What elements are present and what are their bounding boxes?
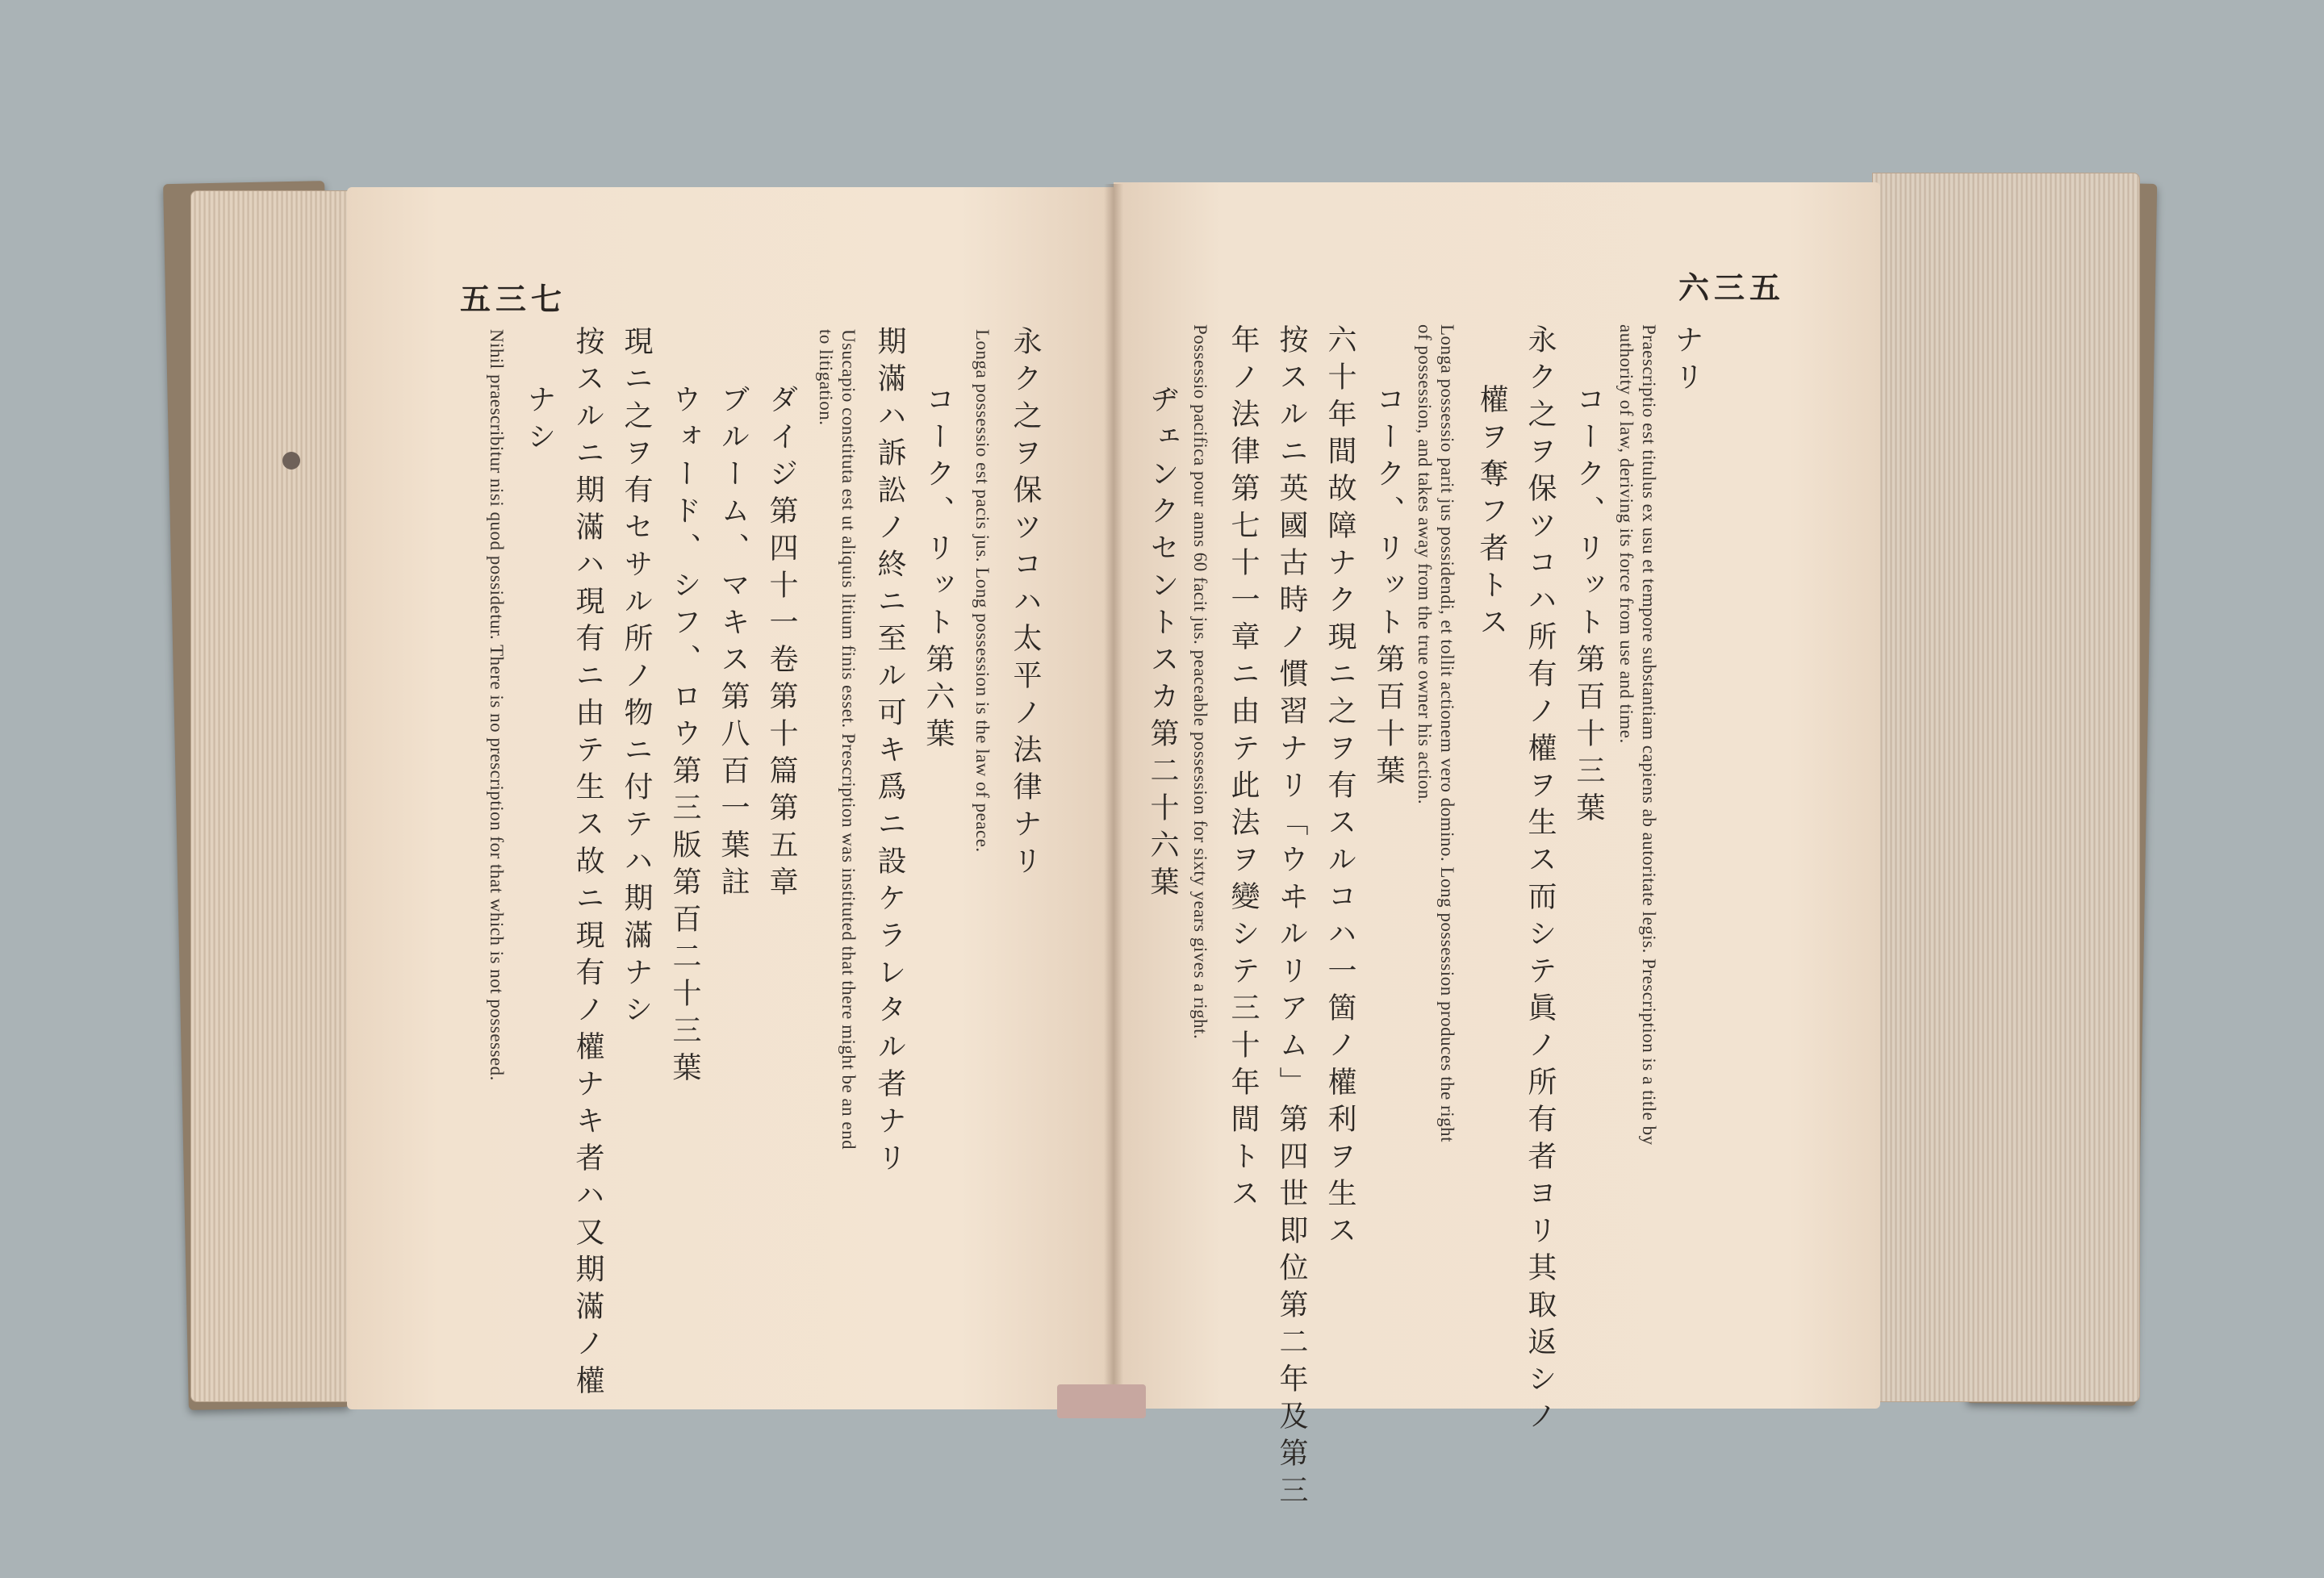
left-line-3: コーク、リット第六葉 [922, 384, 955, 755]
binding-ribbon [1057, 1384, 1146, 1418]
right-line-14: ヂェンクセントスカ第二十六葉 [1146, 384, 1179, 904]
left-page-number: 五三七 [460, 281, 567, 317]
left-line-8: ブルーム、マキス第八百一葉註 [717, 384, 750, 904]
binding-hole [282, 452, 300, 470]
left-line-12: ナシ [523, 384, 556, 458]
right-line-6: 權ヲ奪フ者トス [1475, 384, 1508, 644]
right-page-number: 六三五 [1678, 269, 1786, 306]
left-line-6: to litigation. [816, 329, 836, 426]
right-page [1114, 182, 1880, 1512]
right-line-13: Possessio pacifica pour anns 60 facit jus. peaceable possession for sixty years gives a right. [1190, 324, 1210, 1040]
left-line-9: ウォード、シフ、ロウ第三版第百二十三葉 [668, 384, 701, 1089]
right-line-5: 永ク之ヲ保ツコハ所有ノ權ヲ生ス而シテ眞ノ所有者ヨリ其取返シノ [1524, 324, 1557, 1438]
right-line-1: ナリ [1670, 324, 1703, 399]
right-line-7: Longa possessio parit jus possidendi, et tollit actionem vero domino. Long possession produces the right [1437, 324, 1457, 1143]
left-page [347, 187, 1114, 1409]
left-line-10: 現ニ之ヲ有セサル所ノ物ニ付テハ期滿ナシ [620, 326, 653, 1031]
page-stack-left [190, 190, 353, 1402]
right-line-11: 按スルニ英國古時ノ慣習ナリ「ウヰルリアム」第四世即位第二年及第三 [1275, 324, 1308, 1512]
page-stack-right [1872, 173, 2140, 1402]
left-line-13: Nihil praescribitur nisi quod possidetur. There is no prescription for that which is not possessed. [487, 329, 507, 1081]
left-line-7: ダイジ第四十一卷第十篇第五章 [765, 384, 798, 904]
left-line-1: 永ク之ヲ保ツコハ太平ノ法律ナリ [1009, 326, 1042, 883]
right-line-4: コーク、リット第百十三葉 [1572, 384, 1605, 829]
book-gutter [1104, 184, 1123, 1410]
right-line-12: 年ノ法律第七十一章ニ由テ此法ヲ變シテ三十年間トス [1227, 324, 1260, 1215]
right-line-10: 六十年間故障ナク現ニ之ヲ有スルコハ一箇ノ權利ヲ生ス [1323, 324, 1356, 1252]
left-line-11: 按スルニ期滿ハ現有ニ由テ生ス故ニ現有ノ權ナキ者ハ又期滿ノ權 [571, 326, 604, 1402]
right-line-8: of possession, and takes away from the true owner his action. [1415, 324, 1435, 805]
left-line-4: 期滿ハ訴訟ノ終ニ至ル可キ爲ニ設ケラレタル者ナリ [873, 326, 906, 1179]
left-line-2: Longa possessio est pacis jus. Long possession is the law of peace. [972, 329, 993, 853]
right-line-9: コーク、リット第百十葉 [1372, 384, 1405, 792]
right-line-3: authority of law, deriving its force from use and time. [1616, 324, 1636, 744]
left-line-5: Usucapio constituta est ut aliquis litium finis esset. Prescription was instituted that there might be an end [838, 329, 859, 1150]
right-line-2: Praescriptio est titulus ex usu et tempore substantiam capiens ab autoritate legis. Prescription is a title by [1639, 324, 1659, 1146]
